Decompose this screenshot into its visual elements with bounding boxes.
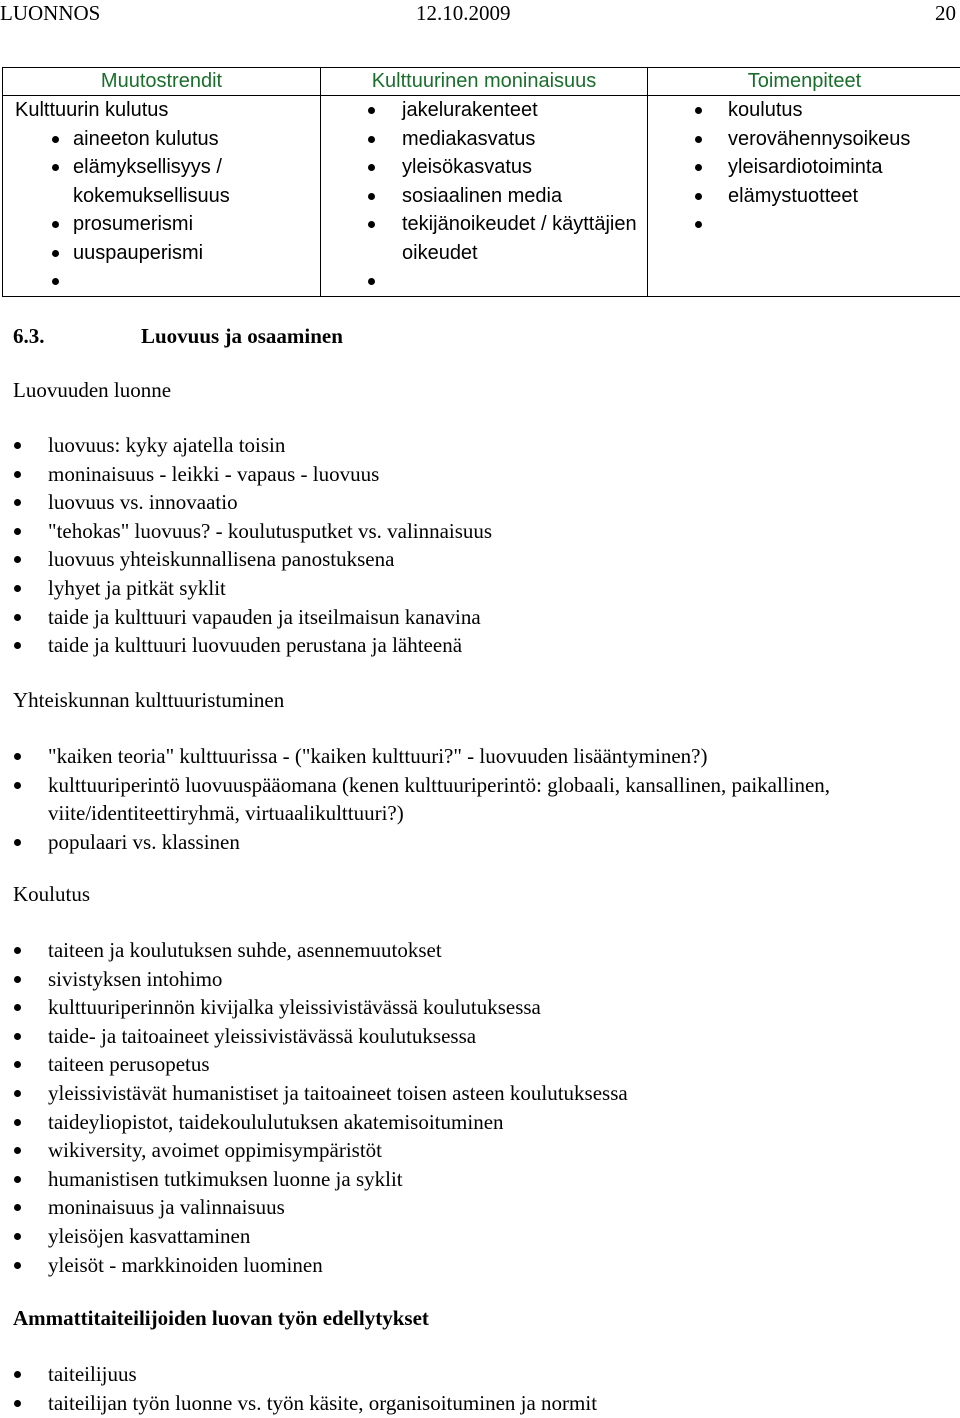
subheading-koulutus: Koulutus	[13, 882, 91, 906]
bullet-icon	[14, 753, 21, 760]
bullet-icon	[368, 136, 375, 143]
luovuuden-list	[0, 431, 945, 660]
list-item	[648, 210, 960, 239]
trends-table	[2, 67, 960, 297]
document-date: 12.10.2009	[416, 1, 511, 25]
yhteiskunnan-list	[0, 742, 945, 856]
list-item: moninaisuus ja valinnaisuus	[0, 1193, 945, 1222]
list-item: taide ja kulttuuri vapauden ja itseilmaisun kanavina	[0, 603, 945, 632]
list-item: prosumerismi	[3, 210, 320, 239]
page-header	[0, 0, 960, 30]
bullet-icon	[52, 136, 59, 143]
bullet-icon	[14, 471, 21, 478]
list-item: yleisökasvatus	[321, 153, 647, 182]
bullet-icon	[14, 1033, 21, 1040]
list-item: humanistisen tutkimuksen luonne ja syklit	[0, 1165, 945, 1194]
list-item: yleisöjen kasvattaminen	[0, 1222, 945, 1251]
column-header-diversity: Kulttuurinen moninaisuus	[321, 68, 648, 96]
list-item: taide- ja taitoaineet yleissivistävässä koulutuksessa	[0, 1022, 945, 1051]
bullet-icon	[695, 193, 702, 200]
trends-list	[3, 125, 320, 296]
bullet-icon	[14, 499, 21, 506]
bullet-icon	[14, 442, 21, 449]
table-row	[3, 96, 960, 297]
list-item: luovuus: kyky ajatella toisin	[0, 431, 945, 460]
list-item: elämyksellisyys / kokemuksellisuus	[3, 153, 320, 210]
list-item: wikiversity, avoimet oppimisympäristöt	[0, 1136, 945, 1165]
bullet-icon	[52, 278, 59, 285]
bullet-icon	[14, 1176, 21, 1183]
list-item: koulutus	[648, 96, 960, 125]
list-item: verovähennysoikeus	[648, 125, 960, 154]
bullet-icon	[14, 1061, 21, 1068]
bullet-icon	[52, 250, 59, 257]
bullet-icon	[14, 528, 21, 535]
subheading-yhteiskunnan: Yhteiskunnan kulttuuristuminen	[13, 688, 285, 712]
bullet-icon	[368, 193, 375, 200]
list-item: yleisardiotoiminta	[648, 153, 960, 182]
column-header-actions: Toimenpiteet	[648, 68, 960, 96]
actions-cell	[648, 96, 960, 297]
bullet-icon	[695, 107, 702, 114]
list-item: "kaiken teoria" kulttuurissa - ("kaiken kulttuuri?" - luovuuden lisääntyminen?)	[0, 742, 945, 771]
list-item: aineeton kulutus	[3, 125, 320, 154]
list-item: kulttuuriperinnön kivijalka yleissivistävässä koulutuksessa	[0, 993, 945, 1022]
list-item: sivistyksen intohimo	[0, 965, 945, 994]
list-item: taiteen ja koulutuksen suhde, asennemuutokset	[0, 936, 945, 965]
list-item: kulttuuriperintö luovuuspääomana (kenen kulttuuriperintö: globaali, kansallinen, paikallinen, viite/identiteettiryhmä, virtuaalikulttuuri?)	[0, 771, 945, 828]
bullet-icon	[14, 947, 21, 954]
trends-cell	[3, 96, 321, 297]
bullet-icon	[368, 107, 375, 114]
bullet-icon	[14, 839, 21, 846]
list-item: taiteen perusopetus	[0, 1050, 945, 1079]
bullet-icon	[14, 1004, 21, 1011]
bullet-icon	[368, 278, 375, 285]
subheading-ammattitaiteilijat: Ammattitaiteilijoiden luovan työn edellytykset	[13, 1306, 429, 1330]
list-item: moninaisuus - leikki - vapaus - luovuus	[0, 460, 945, 489]
list-item: uuspauperismi	[3, 239, 320, 268]
list-item: taide ja kulttuuri luovuuden perustana ja lähteenä	[0, 631, 945, 660]
bullet-icon	[14, 585, 21, 592]
bullet-icon	[14, 556, 21, 563]
bullet-icon	[368, 164, 375, 171]
list-item	[3, 267, 320, 296]
draft-label: LUONNOS	[0, 1, 101, 25]
bullet-icon	[14, 1400, 21, 1407]
bullet-icon	[14, 1147, 21, 1154]
list-item: yleisöt - markkinoiden luominen	[0, 1251, 945, 1280]
bullet-icon	[52, 221, 59, 228]
diversity-list	[321, 96, 647, 296]
list-item: luovuus yhteiskunnallisena panostuksena	[0, 545, 945, 574]
bullet-icon	[52, 164, 59, 171]
bullet-icon	[695, 136, 702, 143]
bullet-icon	[14, 976, 21, 983]
bullet-icon	[14, 1233, 21, 1240]
bullet-icon	[14, 1262, 21, 1269]
section-number: 6.3.	[13, 324, 45, 348]
bullet-icon	[14, 1204, 21, 1211]
page-number: 20	[935, 1, 956, 25]
trends-cell-title: Kulttuurin kulutus	[15, 99, 169, 121]
list-item	[321, 267, 647, 296]
bullet-icon	[14, 614, 21, 621]
list-item: jakelurakenteet	[321, 96, 647, 125]
list-item: tekijänoikeudet / käyttäjien oikeudet	[321, 210, 647, 267]
bullet-icon	[14, 782, 21, 789]
list-item: elämystuotteet	[648, 182, 960, 211]
list-item: "tehokas" luovuus? - koulutusputket vs. valinnaisuus	[0, 517, 945, 546]
bullet-icon	[14, 642, 21, 649]
bullet-icon	[14, 1119, 21, 1126]
list-item: lyhyet ja pitkät syklit	[0, 574, 945, 603]
diversity-cell	[321, 96, 648, 297]
subheading-luovuuden-luonne: Luovuuden luonne	[13, 378, 172, 402]
bullet-icon	[695, 221, 702, 228]
bullet-icon	[14, 1090, 21, 1097]
column-header-trends: Muutostrendit	[3, 68, 321, 96]
koulutus-list	[0, 936, 945, 1279]
bullet-icon	[368, 221, 375, 228]
bullet-icon	[695, 164, 702, 171]
ammatti-list	[0, 1360, 945, 1417]
actions-list	[648, 96, 960, 239]
list-item: taiteilijan työn luonne vs. työn käsite, organisoituminen ja normit	[0, 1389, 945, 1418]
bullet-icon	[14, 1371, 21, 1378]
section-title: Luovuus ja osaaminen	[141, 324, 343, 348]
list-item: sosiaalinen media	[321, 182, 647, 211]
list-item: taiteilijuus	[0, 1360, 945, 1389]
list-item: mediakasvatus	[321, 125, 647, 154]
list-item: luovuus vs. innovaatio	[0, 488, 945, 517]
table-header-row	[3, 68, 960, 96]
list-item: yleissivistävät humanistiset ja taitoaineet toisen asteen koulutuksessa	[0, 1079, 945, 1108]
list-item: taideyliopistot, taidekoululutuksen akatemisoituminen	[0, 1108, 945, 1137]
list-item: populaari vs. klassinen	[0, 828, 945, 857]
